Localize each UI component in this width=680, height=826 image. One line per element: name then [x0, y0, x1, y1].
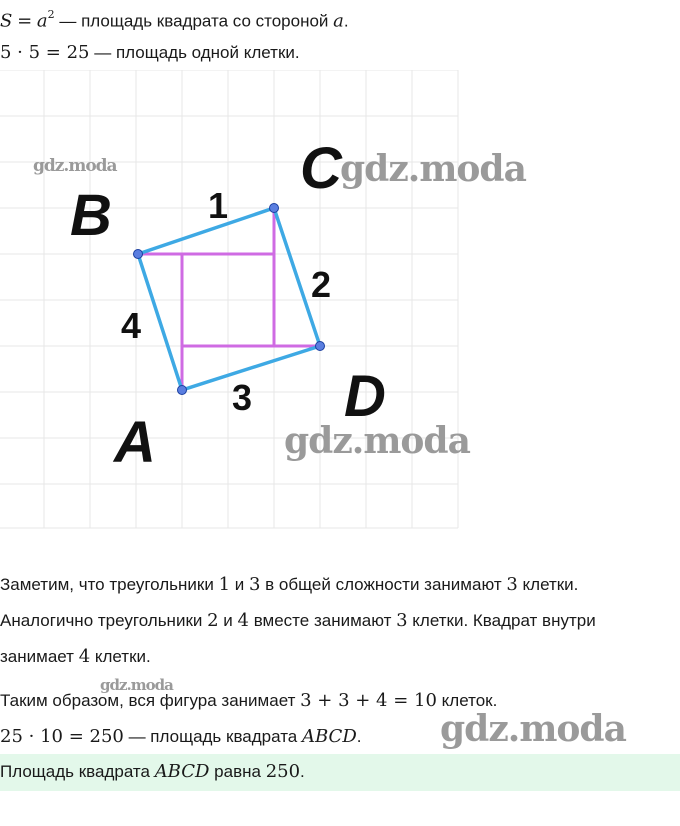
text: клетки. [90, 647, 151, 666]
watermark: gdz.moda [340, 148, 526, 190]
formula-base: a [36, 10, 48, 32]
triangle-number-1: 1 [208, 185, 229, 226]
text: и [218, 611, 238, 630]
paragraph-area-calc [0, 726, 361, 748]
number: 4 [237, 610, 249, 631]
formula-eq: = [17, 10, 33, 32]
vertex-label-c: C [300, 136, 342, 201]
vertex-point-c [270, 204, 279, 213]
triangle-number-4: 4 [121, 305, 142, 346]
watermark: gdz.moda [284, 420, 470, 462]
number: 3 [506, 574, 518, 595]
vertex-point-b [134, 250, 143, 259]
vertex-label-d: D [344, 364, 386, 429]
paragraph-total-cells [0, 690, 497, 712]
triangle-number-2: 2 [311, 264, 332, 305]
vertex-label-b: B [70, 183, 112, 248]
text: Аналогично треугольники [0, 611, 208, 630]
text: вместе занимают [248, 611, 397, 630]
text: клеток. [436, 691, 498, 710]
text: Площадь квадрата [0, 762, 155, 781]
expression: 3 + 3 + 4 = 10 [300, 690, 437, 711]
text: Заметим, что треугольники [0, 575, 219, 594]
watermark: gdz.moda [33, 156, 117, 176]
watermark: gdz.moda [440, 708, 626, 750]
intro-formula-line [0, 6, 349, 33]
number: 2 [207, 610, 219, 631]
text: занимает [0, 647, 79, 666]
triangle-number-3: 3 [232, 377, 253, 418]
text: Таким образом, вся фигура занимает [0, 691, 301, 710]
number: 4 [78, 646, 91, 667]
paragraph-inner-square [0, 646, 151, 668]
variable: ABCD [154, 761, 210, 782]
watermark: gdz.moda [100, 676, 173, 694]
vertex-point-a [178, 386, 187, 395]
intro-cell-area-line [0, 42, 300, 64]
text: и [230, 575, 249, 594]
number: 1 [218, 574, 231, 595]
text: клетки. [517, 575, 579, 594]
formula-exponent: 2 [47, 8, 55, 21]
answer-text [0, 761, 305, 783]
vertex-point-d [316, 342, 325, 351]
formula-end: . [343, 11, 349, 31]
paragraph-triangles-2-4 [0, 610, 596, 632]
formula-text: — площадь квадрата со стороной [54, 11, 334, 31]
text: . [300, 762, 305, 781]
inner-lines [138, 208, 320, 390]
cell-area-text: — площадь одной клетки. [89, 43, 300, 62]
text: равна [209, 762, 266, 781]
cell-area-expr: 5 · 5 = 25 [0, 42, 90, 63]
number: 250 [265, 761, 301, 782]
text: . [356, 727, 362, 746]
answer-box [0, 754, 680, 791]
formula-lhs: S [0, 10, 13, 32]
number: 3 [396, 610, 408, 631]
text: — площадь квадрата [123, 727, 302, 746]
formula-var: a [333, 10, 344, 32]
vertex-label-a: A [114, 410, 156, 475]
paragraph-triangles-1-3 [0, 574, 578, 596]
expression: 25 · 10 = 250 [0, 726, 124, 747]
square-abcd [138, 208, 320, 390]
text: клетки. Квадрат внутри [407, 611, 596, 630]
variable: ABCD [301, 726, 357, 747]
text: в общей сложности занимают [260, 575, 507, 594]
number: 3 [248, 574, 261, 595]
